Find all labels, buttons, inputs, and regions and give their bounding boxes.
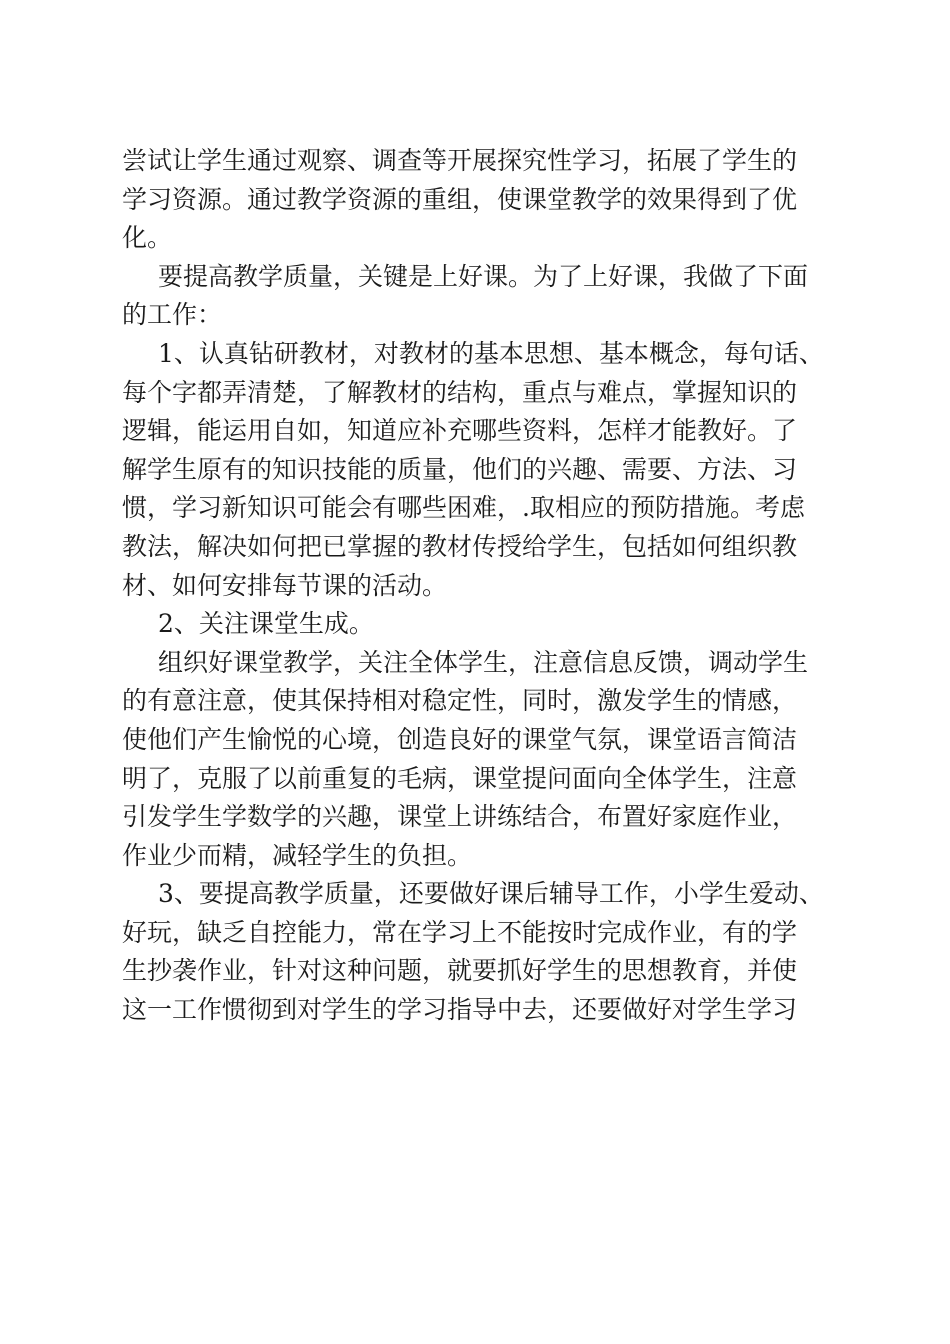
- text-line: 1、认真钻研教材，对教材的基本思想、基本概念，每句话、: [158, 338, 824, 368]
- text-line: 解学生原有的知识技能的质量，他们的兴趣、需要、方法、习: [122, 454, 798, 484]
- text-line: 生抄袭作业，针对这种问题，就要抓好学生的思想教育，并使: [122, 956, 798, 986]
- text-line: 好玩，缺乏自控能力，常在学习上不能按时完成作业，有的学: [122, 917, 798, 947]
- text-line: 作业少而精，减轻学生的负担。: [122, 840, 473, 870]
- text-line: 这一工作惯彻到对学生的学习指导中去，还要做好对学生学习: [122, 995, 798, 1025]
- text-line: 2、关注课堂生成。: [158, 609, 374, 639]
- text-line: 尝试让学生通过观察、调查等开展探究性学习，拓展了学生的: [122, 146, 798, 175]
- text-line: 每个字都弄清楚，了解教材的结构，重点与难点，掌握知识的: [122, 377, 798, 407]
- text-line: 逻辑，能运用自如，知道应补充哪些资料，怎样才能教好。了: [122, 416, 798, 446]
- text-line: 引发学生学数学的兴趣，课堂上讲练结合，布置好家庭作业，: [122, 802, 798, 832]
- body-text: [122, 142, 842, 1030]
- text-line: 惯，学习新知识可能会有哪些困难，.取相应的预防措施。考虑: [122, 493, 805, 523]
- text-line: 3、要提高教学质量，还要做好课后辅导工作，小学生爱动、: [158, 879, 824, 909]
- text-line: 要提高教学质量，关键是上好课。为了上好课，我做了下面: [158, 261, 809, 291]
- text-line: 的有意注意，使其保持相对稳定性，同时，激发学生的情感，: [122, 686, 798, 716]
- text-line: 组织好课堂教学，关注全体学生，注意信息反馈，调动学生: [158, 647, 809, 677]
- text-line: 材、如何安排每节课的活动。: [122, 570, 448, 600]
- text-line: 学习资源。通过教学资源的重组，使课堂教学的效果得到了优: [122, 184, 798, 214]
- text-line: 化。: [122, 223, 173, 253]
- text-line: 的工作：: [122, 300, 223, 330]
- text-line: 明了，克服了以前重复的毛病，课堂提问面向全体学生，注意: [122, 763, 798, 793]
- text-line: 使他们产生愉悦的心境，创造良好的课堂气氛，课堂语言简洁: [122, 724, 798, 754]
- text-line: 教法，解决如何把已掌握的教材传授给学生，包括如何组织教: [122, 531, 798, 561]
